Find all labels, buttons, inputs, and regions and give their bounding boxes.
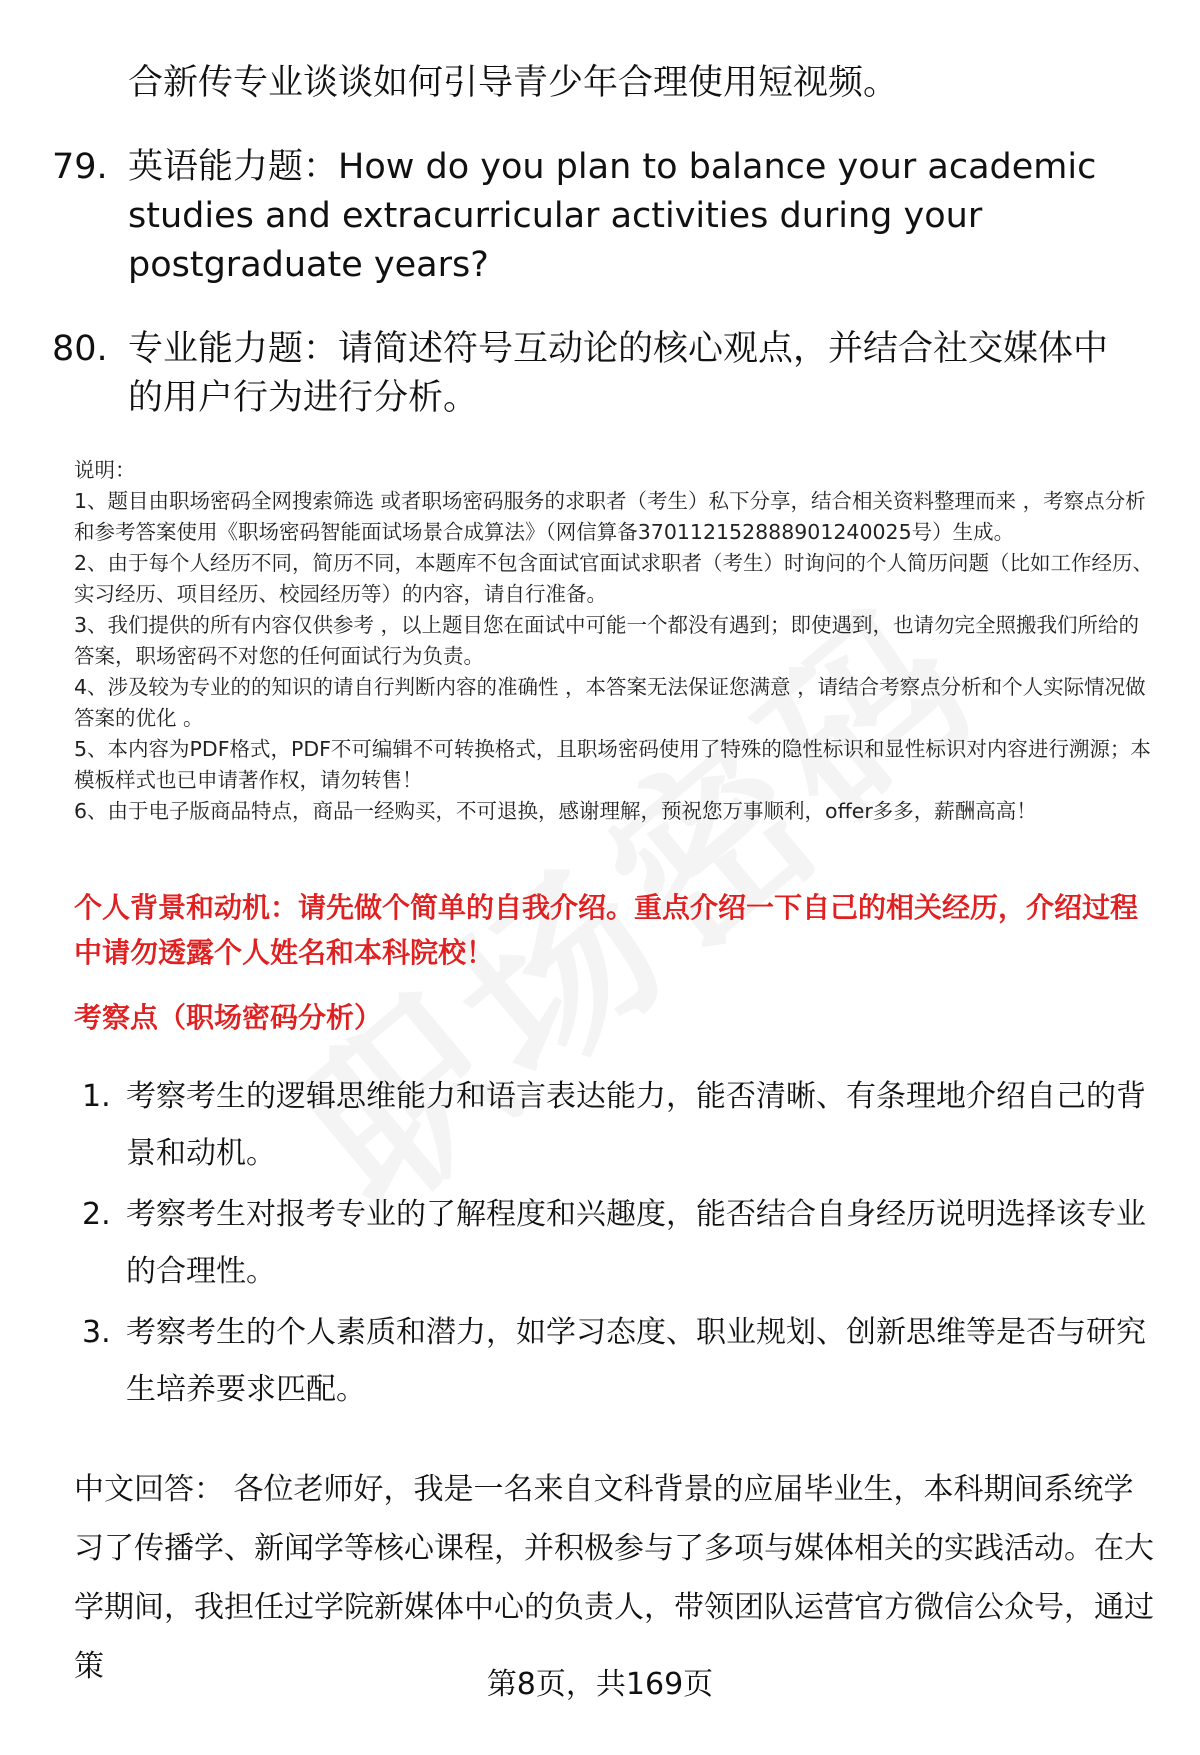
list-item-number: 3. [82, 1315, 111, 1350]
note-item: 4、涉及较为专业的的知识的请自行判断内容的准确性 ，本答案无法保证您满意 ，请结合考察点分析和个人实际情况做答案的优化 。 [74, 675, 1146, 730]
list-item-number: 1. [82, 1079, 111, 1114]
note-item: 2、由于每个人经历不同，简历不同，本题库不包含面试官面试求职者（考生）时询问的个人简历问题（比如工作经历、实习经历、项目经历、校园经历等）的内容，请自行准备。 [74, 551, 1154, 606]
assessment-points [82, 1068, 1162, 1422]
list-item [82, 1186, 1162, 1300]
list-item-text: 考察考生对报考专业的了解程度和兴趣度，能否结合自身经历说明选择该专业的合理性。 [126, 1197, 1146, 1289]
notes-title: 说明： [74, 458, 136, 482]
note-item: 6、由于电子版商品特点，商品一经购买，不可退换，感谢理解，预祝您万事顺利，offer多多，薪酬高高！ [74, 799, 1037, 823]
note-item: 1、题目由职场密码全网搜索筛选 或者职场密码服务的求职者（考生）私下分享，结合相关资料整理而来 ，考察点分析和参考答案使用《职场密码智能面试场景合成算法》（网信算备370112152888901240025号）生成。 [74, 489, 1146, 544]
section-subheading: 考察点（职场密码分析） [74, 1001, 383, 1034]
list-item-text: 考察考生的个人素质和潜力，如学习态度、职业规划、创新思维等是否与研究生培养要求匹配。 [126, 1315, 1146, 1407]
notes-section [74, 455, 1154, 827]
page-footer: 第8页，共169页 [486, 1667, 714, 1702]
answer-text: 中文回答： 各位老师好，我是一名来自文科背景的应届毕业生，本科期间系统学习了传播学、新闻学等核心课程，并积极参与了多项与媒体相关的实践活动。在大学期间，我担任过学院新媒体中心的负责人，带领团队运营官方微信公众号，通过策 [74, 1472, 1154, 1684]
note-item: 3、我们提供的所有内容仅供参考 ，以上题目您在面试中可能一个都没有遇到；即使遇到，也请勿完全照搬我们所给的答案，职场密码不对您的任何面试行为负责。 [74, 613, 1140, 668]
list-item-text: 考察考生的逻辑思维能力和语言表达能力，能否清晰、有条理地介绍自己的背景和动机。 [126, 1079, 1146, 1171]
question-number: 80. [52, 329, 108, 369]
section-heading: 个人背景和动机：请先做个简单的自我介绍。重点介绍一下自己的相关经历，介绍过程中请勿透露个人姓名和本科院校！ [74, 891, 1139, 969]
list-item [82, 1304, 1162, 1418]
question-80 [52, 325, 1142, 423]
note-item: 5、本内容为PDF格式，PDF不可编辑不可转换格式，且职场密码使用了特殊的隐性标识和显性标识对内容进行溯源；本模板样式也已申请著作权，请勿转售！ [74, 737, 1151, 792]
question-continuation: 合新传专业谈谈如何引导青少年合理使用短视频。 [128, 63, 899, 103]
question-79 [52, 143, 1142, 290]
list-item [82, 1068, 1162, 1182]
question-number: 79. [52, 147, 108, 187]
question-text: 专业能力题：请简述符号互动论的核心观点，并结合社交媒体中的用户行为进行分析。 [128, 329, 1109, 418]
question-text: 英语能力题：How do you plan to balance your academic studies and extracurricular activities during your postgraduate years? [128, 147, 1097, 285]
list-item-number: 2. [82, 1197, 111, 1232]
